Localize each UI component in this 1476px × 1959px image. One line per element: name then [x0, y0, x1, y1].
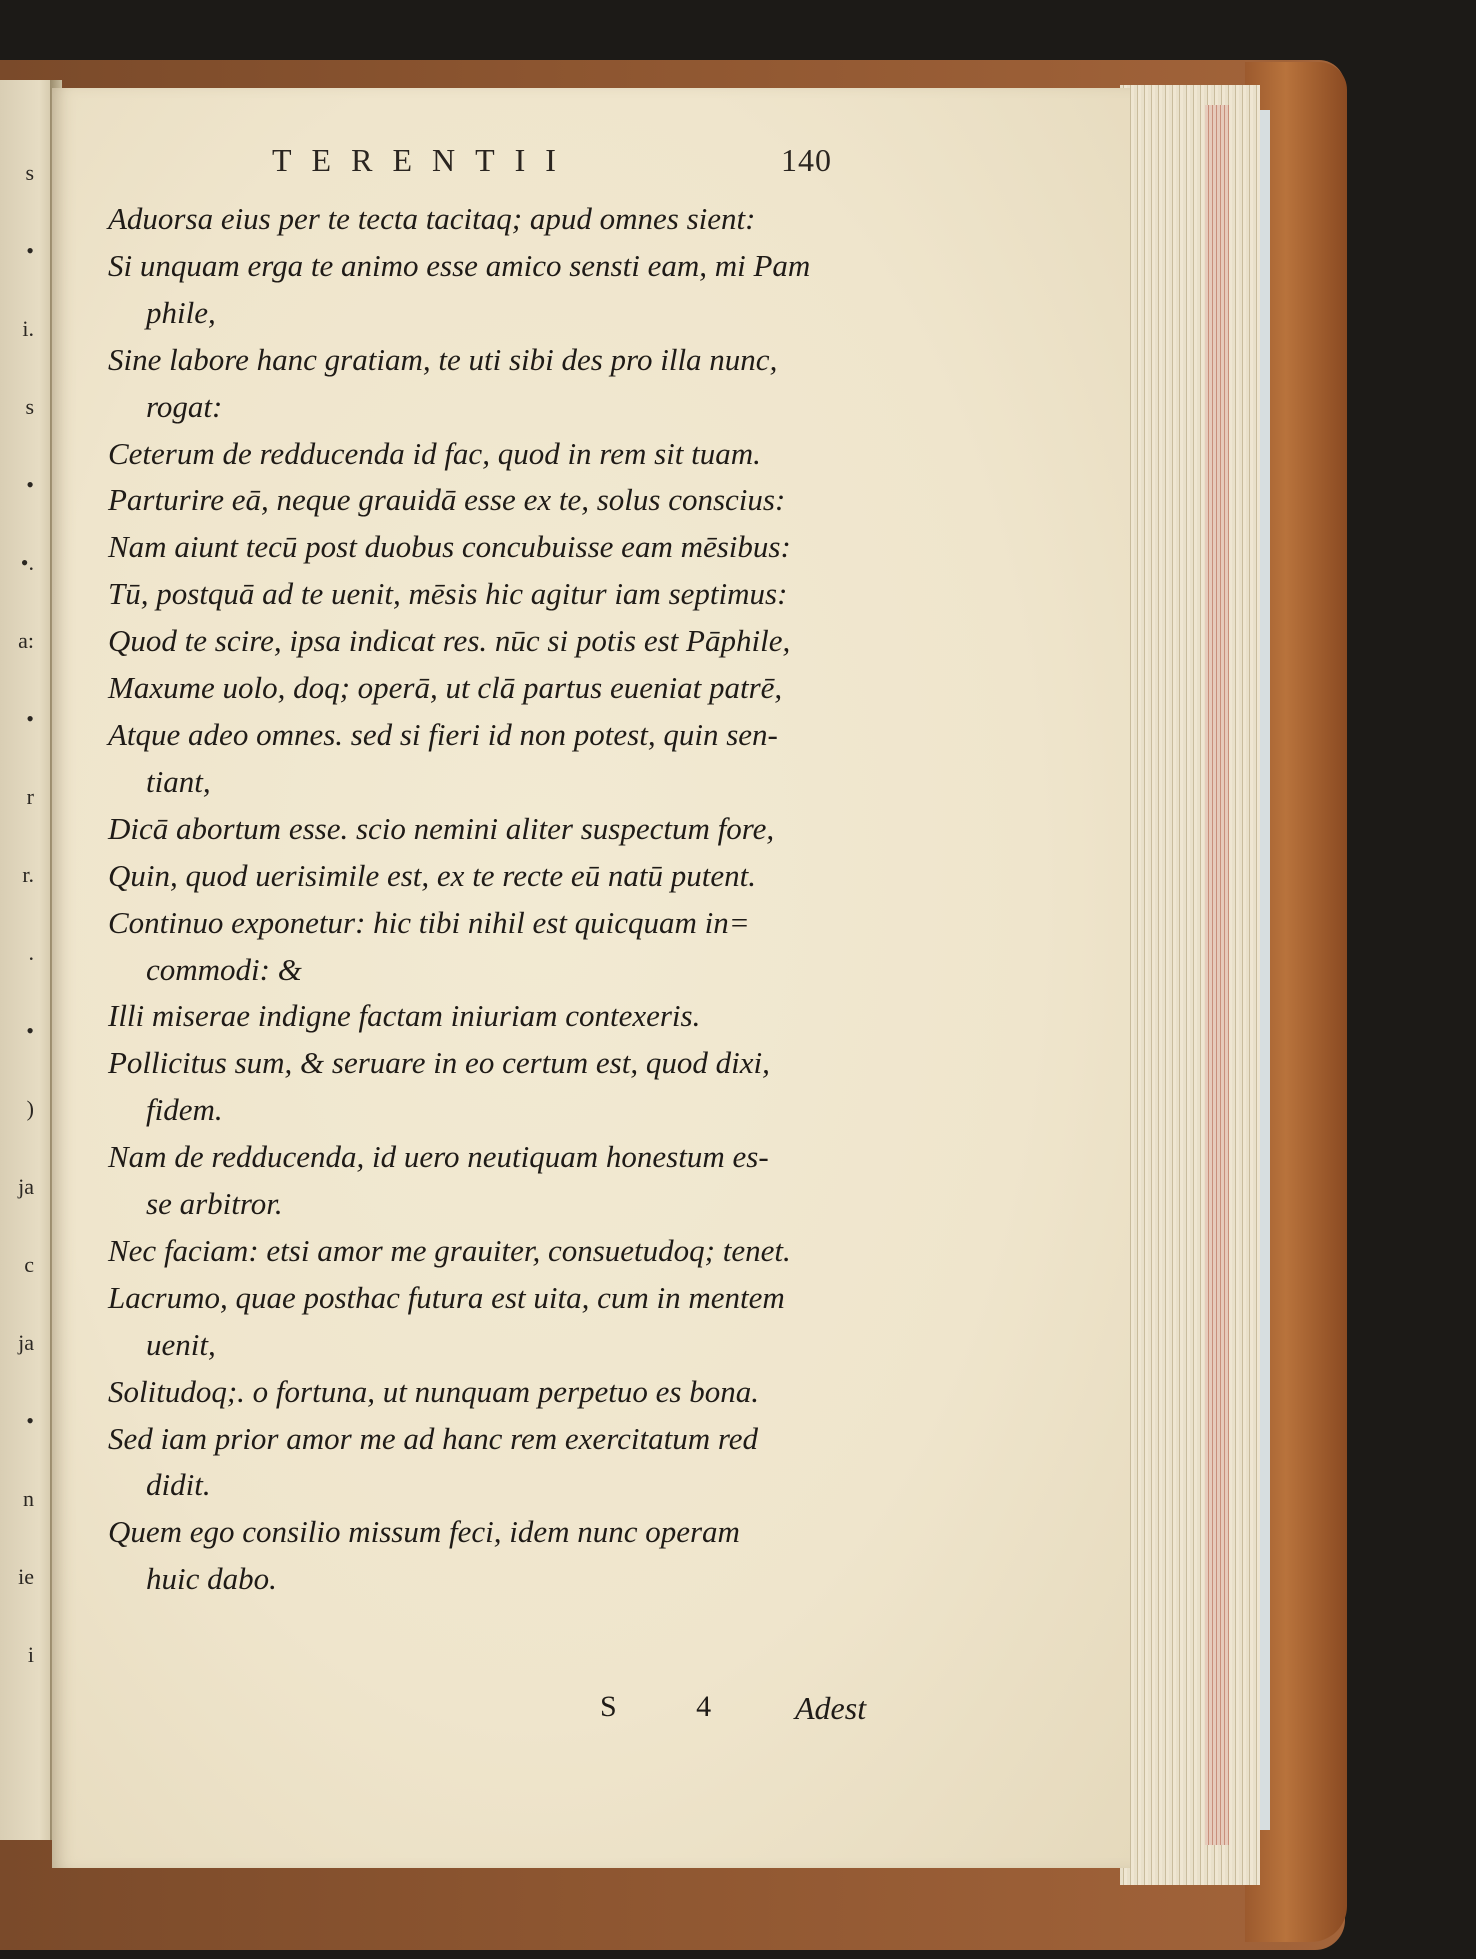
previous-page-fragment: r — [26, 784, 34, 809]
page-number: 140 — [781, 142, 832, 178]
text-line: Dicā abortum esse. scio nemini aliter suspectum fore, — [108, 810, 775, 846]
text-line: Sed iam prior amor me ad hanc rem exercitatum red — [108, 1420, 759, 1456]
text-line: Maxume uolo, doq; operā, ut clā partus eueniat patrē, — [108, 670, 783, 706]
catchword: Adest — [795, 1690, 867, 1726]
text-line: Illi miserae indigne factam iniuriam contexeris. — [108, 998, 701, 1034]
previous-page-fragment: ja — [18, 1330, 34, 1355]
previous-page-fragment: • — [26, 238, 34, 263]
text-line: fidem. — [146, 1092, 223, 1128]
previous-page-fragment: n — [23, 1486, 34, 1511]
text-line: Atque adeo omnes. sed si fieri id non potest, quin sen- — [108, 716, 778, 752]
signature-mark: S 4 — [600, 1690, 748, 1723]
previous-page-fragment: ja — [18, 1174, 34, 1199]
previous-page-fragment: •. — [20, 550, 34, 575]
page-edges — [1120, 85, 1260, 1885]
previous-page-fragment: a: — [18, 628, 34, 653]
text-line: Continuo exponetur: hic tibi nihil est quicquam in= — [108, 904, 750, 940]
text-line: Nec faciam: etsi amor me grauiter, consuetudoq; tenet. — [108, 1232, 791, 1268]
previous-page-fragment: s — [25, 394, 34, 419]
previous-page-fragment: s — [25, 160, 34, 185]
text-line: Quod te scire, ipsa indicat res. nūc si potis est Pāphile, — [108, 623, 791, 659]
page-edges-red — [1205, 105, 1229, 1845]
text-line: huic dabo. — [146, 1561, 277, 1597]
text-line: Parturire eā, neque grauidā esse ex te, solus conscius: — [108, 482, 786, 518]
previous-page-fragment: ) — [26, 1096, 34, 1121]
previous-page-fragment: • — [26, 1018, 34, 1043]
previous-page-fragment: • — [26, 472, 34, 497]
previous-page-text-fragments — [0, 160, 40, 1760]
text-line: commodi: & — [146, 951, 302, 987]
verse-text — [108, 196, 878, 1603]
text-line: Sine labore hanc gratiam, te uti sibi des pro illa nunc, — [108, 341, 778, 377]
text-line: Solitudoq;. o fortuna, ut nunquam perpetuo es bona. — [108, 1373, 759, 1409]
text-line: Lacrumo, quae posthac futura est uita, cum in mentem — [108, 1279, 785, 1315]
previous-page-fragment: • — [26, 1408, 34, 1433]
previous-page-fragment: c — [24, 1252, 34, 1277]
previous-page-fragment: . — [28, 940, 34, 965]
text-line: Aduorsa eius per te tecta tacitaq; apud omnes sient: — [108, 201, 756, 236]
text-line: Nam de redducenda, id uero neutiquam honestum es- — [108, 1139, 769, 1175]
text-line: didit. — [146, 1467, 211, 1503]
running-title: TERENTII — [272, 142, 576, 178]
text-line: se arbitror. — [146, 1186, 283, 1222]
previous-page-fragment: ie — [18, 1564, 34, 1589]
text-line: phile, — [146, 294, 216, 330]
text-line: Ceterum de redducenda id fac, quod in rem sit tuam. — [108, 435, 761, 471]
previous-page-fragment: i. — [22, 316, 34, 341]
text-line: uenit, — [146, 1326, 216, 1362]
text-line: Tū, postquā ad te uenit, mēsis hic agitur iam septimus: — [108, 576, 788, 612]
running-head — [272, 142, 832, 186]
previous-page-fragment: • — [26, 706, 34, 731]
text-line: Si unquam erga te animo esse amico sensti eam, mi Pam — [108, 247, 811, 283]
text-line: tiant, — [146, 763, 211, 799]
text-line: Pollicitus sum, & seruare in eo certum est, quod dixi, — [108, 1045, 770, 1081]
text-line: rogat: — [146, 388, 223, 424]
previous-page-fragment: i — [27, 1642, 34, 1667]
previous-page-fragment: r. — [22, 862, 34, 887]
text-line: Quem ego consilio missum feci, idem nunc operam — [108, 1514, 740, 1550]
text-line: Nam aiunt tecū post duobus concubuisse eam mēsibus: — [108, 529, 791, 565]
text-line: Quin, quod uerisimile est, ex te recte eū natū putent. — [108, 857, 756, 893]
